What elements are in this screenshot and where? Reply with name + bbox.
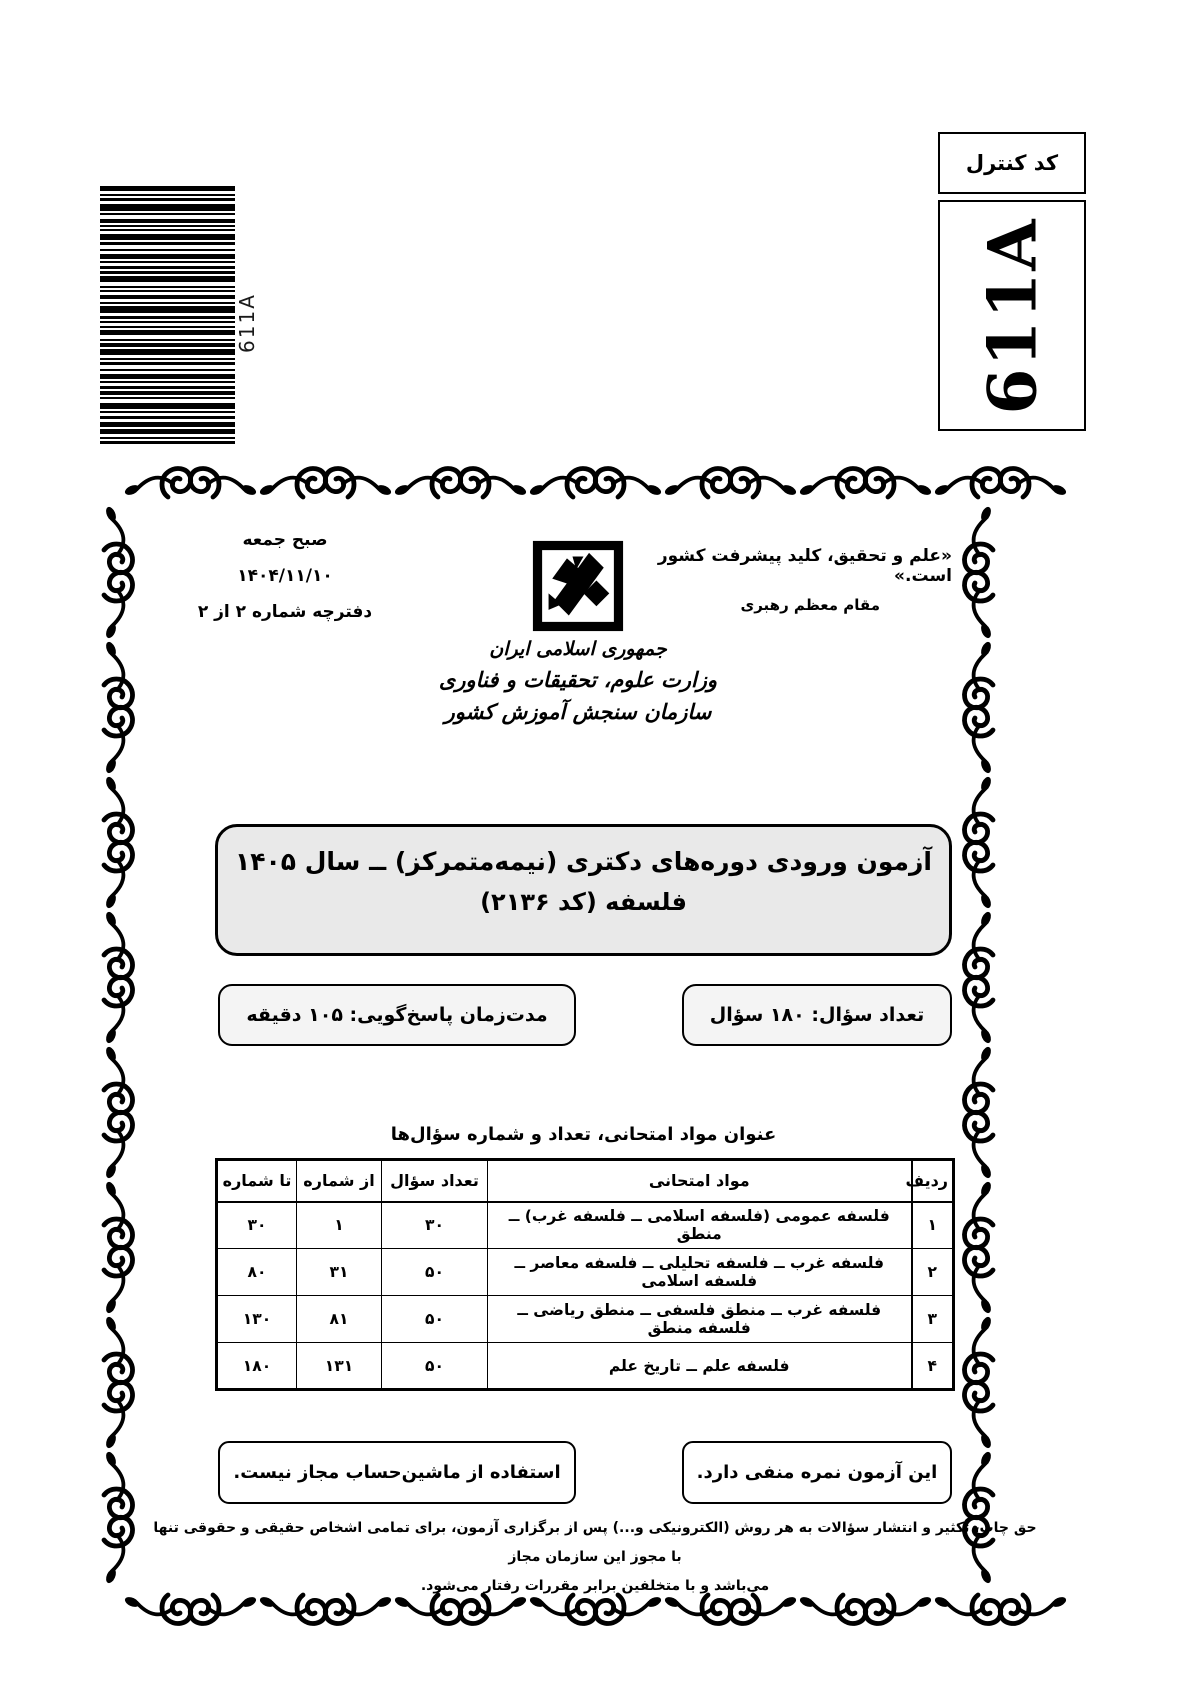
cell-subject: فلسفه علم ــ تاریخ علم: [488, 1343, 912, 1390]
col-header-from-number: از شماره: [297, 1160, 382, 1202]
calculator-notice-box: [218, 1441, 576, 1504]
cell-from-number: ۱۳۱: [297, 1343, 382, 1390]
cell-to-number: ۳۰: [217, 1202, 297, 1249]
table-header-row: [217, 1160, 954, 1202]
org-country: جمهوری اسلامی ایران: [489, 638, 667, 660]
col-header-to-number: تا شماره: [217, 1160, 297, 1202]
quote-block: [600, 546, 952, 614]
table-row: [217, 1249, 954, 1296]
cell-subject: فلسفه عمومی (فلسفه اسلامی ــ فلسفه غرب) ــ منطق: [488, 1202, 912, 1249]
exam-subject-code: فلسفه (کد ۲۱۳۶): [480, 888, 687, 916]
booklet-number: دفترچه شماره ۲ از ۲: [197, 602, 373, 622]
cell-row-number: ۲: [912, 1249, 954, 1296]
cell-to-number: ۱۳۰: [217, 1296, 297, 1343]
copyright-notice: [150, 1514, 1040, 1601]
question-count-box: [682, 984, 952, 1046]
session-label: صبح جمعه: [242, 530, 328, 550]
control-code-label-box: [938, 132, 1086, 194]
org-agency: سازمان سنجش آموزش کشور: [444, 699, 712, 724]
organization-block: [418, 638, 738, 724]
control-code-value: 611A: [973, 217, 1052, 414]
cell-row-number: ۱: [912, 1202, 954, 1249]
duration: مدت‌زمان پاسخ‌گویی: ۱۰۵ دقیقه: [246, 1004, 548, 1026]
ministry-logo-icon: [532, 540, 624, 632]
copyright-line2: می‌باشد و با متخلفین برابر مقررات رفتار می‌شود.: [420, 1578, 770, 1594]
ornamental-border-top: [123, 462, 1068, 504]
cell-row-number: ۳: [912, 1296, 954, 1343]
negative-score-notice: این آزمون نمره منفی دارد.: [696, 1462, 938, 1483]
table-row: [217, 1296, 954, 1343]
table-row: [217, 1343, 954, 1390]
barcode: [100, 186, 235, 450]
cell-subject: فلسفه غرب ــ فلسفه تحلیلی ــ فلسفه معاصر ــ فلسفه اسلامی: [488, 1249, 912, 1296]
cell-from-number: ۸۱: [297, 1296, 382, 1343]
org-ministry: وزارت علوم، تحقیقات و فناوری: [438, 667, 718, 692]
calculator-notice: استفاده از ماشین‌حساب مجاز نیست.: [233, 1462, 561, 1483]
cell-question-count: ۵۰: [382, 1296, 488, 1343]
cell-row-number: ۴: [912, 1343, 954, 1390]
quote-attribution: مقام معظم رهبری: [740, 596, 880, 614]
cell-question-count: ۳۰: [382, 1202, 488, 1249]
cell-to-number: ۱۸۰: [217, 1343, 297, 1390]
ornamental-border-right: [958, 505, 1000, 1587]
copyright-line1: حق چاپ، تکثیر و انتشار سؤالات به هر روش (الکترونیکی و...) پس از برگزاری آزمون، برای تمامی اشخاص حقیقی و حقوقی تنها با مجوز این سازمان مجاز: [153, 1520, 1037, 1565]
control-code-label: کد کنترل: [965, 151, 1059, 175]
table-title: عنوان مواد امتحانی، تعداد و شماره سؤال‌ها: [390, 1124, 777, 1145]
cell-to-number: ۸۰: [217, 1249, 297, 1296]
cell-from-number: ۱: [297, 1202, 382, 1249]
col-header-subjects: مواد امتحانی: [488, 1160, 912, 1202]
duration-box: [218, 984, 576, 1046]
quote-text: «علم و تحقیق، کلید پیشرفت کشور است.»: [657, 546, 952, 586]
exam-title-box: [215, 824, 952, 956]
session-info-block: [155, 522, 415, 630]
ornamental-border-left: [97, 505, 139, 1587]
exam-title: آزمون ورودی دوره‌های دکتری (نیمه‌متمرکز) ــ سال ۱۴۰۵: [234, 847, 933, 876]
col-header-row-number: ردیف: [912, 1160, 954, 1202]
col-header-question-count: تعداد سؤال: [382, 1160, 488, 1202]
cell-question-count: ۵۰: [382, 1249, 488, 1296]
exam-subjects-table: [215, 1158, 955, 1391]
cell-from-number: ۳۱: [297, 1249, 382, 1296]
negative-score-notice-box: [682, 1441, 952, 1504]
question-count: تعداد سؤال: ۱۸۰ سؤال: [709, 1004, 925, 1026]
table-row: [217, 1202, 954, 1249]
control-code-box: [938, 200, 1086, 431]
exam-date: ۱۴۰۴/۱۱/۱۰: [237, 566, 333, 586]
barcode-code-label: 611A: [235, 293, 259, 353]
cell-subject: فلسفه غرب ــ منطق فلسفی ــ منطق ریاضی ــ فلسفه منطق: [488, 1296, 912, 1343]
cell-question-count: ۵۰: [382, 1343, 488, 1390]
